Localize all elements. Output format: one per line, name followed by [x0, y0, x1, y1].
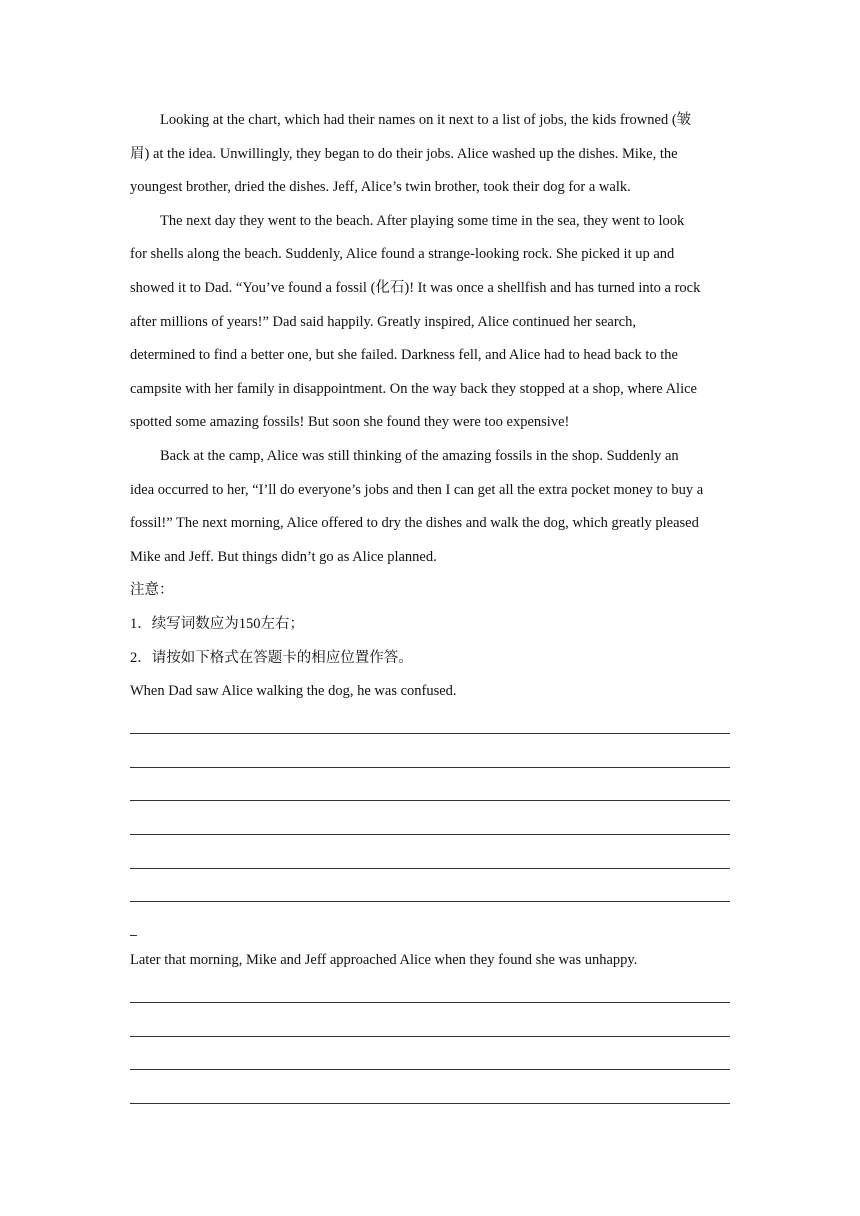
story-passage — [130, 104, 730, 574]
notes-item-format: 2．请按如下格式在答题卡的相应位置作答。 — [130, 649, 413, 666]
passage-line: Back at the camp, Alice was still thinking of the amazing fossils in the shop. Suddenly an — [160, 447, 679, 464]
passage-line: 眉) at the idea. Unwillingly, they began to do their jobs. Alice washed up the dishes. Mike, the — [130, 145, 678, 162]
passage-line: idea occurred to her, “I’ll do everyone’s jobs and then I can get all the extra pocket money to buy a — [130, 481, 704, 498]
answer-line[interactable] — [130, 809, 730, 843]
answer-line[interactable] — [130, 977, 730, 1011]
passage-line: after millions of years!” Dad said happily. Greatly inspired, Alice continued her search, — [130, 313, 636, 330]
answer-line[interactable] — [130, 709, 730, 743]
passage-line: The next day they went to the beach. After playing some time in the sea, they went to look — [160, 212, 685, 229]
answer-line[interactable] — [130, 776, 730, 810]
passage-line: showed it to Dad. “You’ve found a fossil (化石)! It was once a shellfish and has turned into a rock — [130, 279, 701, 296]
answer-line[interactable] — [130, 877, 730, 911]
paragraph-1-prompt: When Dad saw Alice walking the dog, he was confused. — [130, 683, 457, 700]
passage-line: fossil!” The next morning, Alice offered to dry the dishes and walk the dog, which greatly pleased — [130, 515, 699, 532]
passage-line: campsite with her family in disappointment. On the way back they stopped at a shop, where Alice — [130, 380, 697, 397]
passage-line: Looking at the chart, which had their names on it next to a list of jobs, the kids frowned (皱 — [160, 112, 692, 128]
notes-heading: 注意： — [130, 582, 174, 599]
continuation-paragraph-2 — [130, 944, 730, 1112]
answer-line[interactable] — [130, 843, 730, 877]
passage-line: Mike and Jeff. But things didn’t go as Alice planned. — [130, 548, 437, 565]
paragraph-2-prompt: Later that morning, Mike and Jeff approached Alice when they found she was unhappy. — [130, 951, 638, 968]
passage-line: for shells along the beach. Suddenly, Alice found a strange-looking rock. She picked it up and — [130, 246, 675, 263]
answer-line[interactable] — [130, 742, 730, 776]
answer-line[interactable] — [130, 1045, 730, 1079]
answer-line[interactable] — [130, 1011, 730, 1045]
passage-line: youngest brother, dried the dishes. Jeff, Alice’s twin brother, took their dog for a walk. — [130, 179, 631, 196]
answer-line[interactable] — [130, 1078, 730, 1112]
passage-line: determined to find a better one, but she failed. Darkness fell, and Alice had to head back to the — [130, 347, 678, 364]
notes-item-word-count: 1．续写词数应为150左右； — [130, 615, 304, 632]
passage-line: spotted some amazing fossils! But soon she found they were too expensive! — [130, 414, 570, 431]
instructions — [130, 574, 730, 675]
continuation-paragraph-1 — [130, 675, 730, 944]
worksheet-page — [130, 104, 730, 1112]
answer-line-short[interactable] — [130, 910, 730, 944]
